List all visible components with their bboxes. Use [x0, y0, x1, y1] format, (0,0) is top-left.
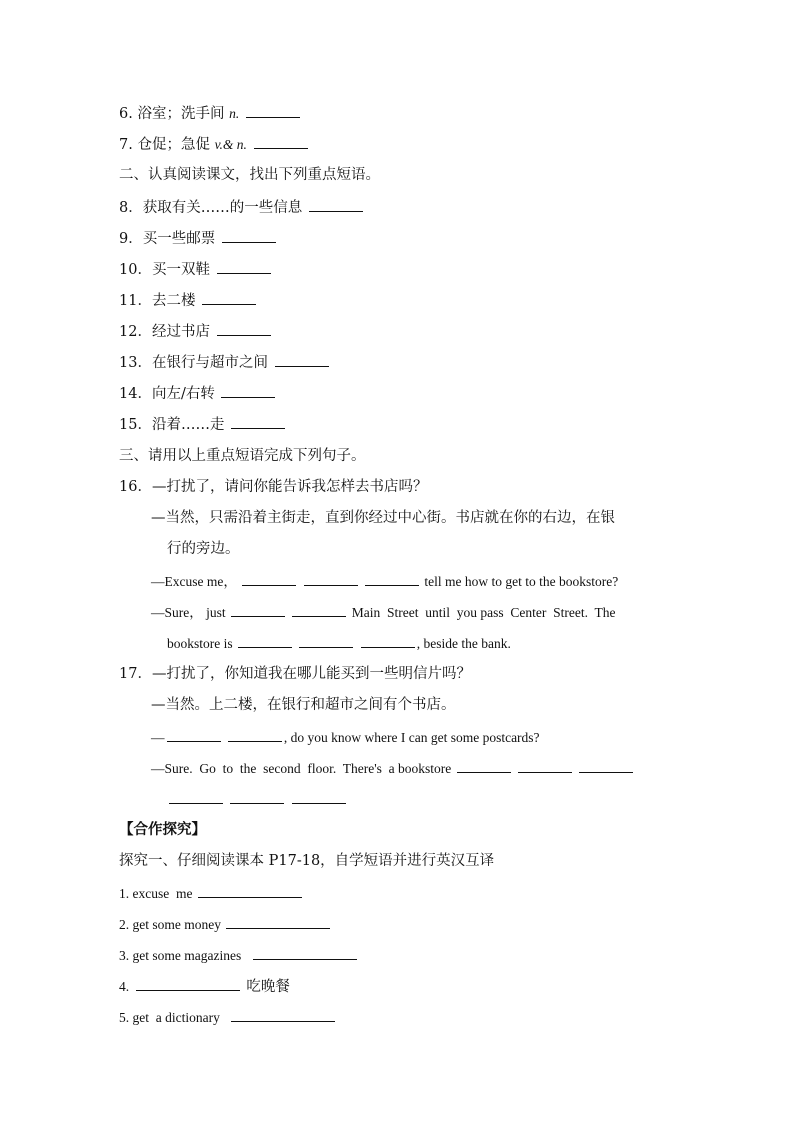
- q17-chinese-line2: —当然。上二楼，在银行和超市之间有个书店。: [151, 697, 456, 713]
- answer-blank[interactable]: [230, 789, 284, 804]
- q17-chinese-line1: —打扰了，你知道我在哪儿能买到一些明信片吗？: [151, 666, 471, 682]
- item-number: 2.: [119, 917, 130, 932]
- q16-english-line3: [167, 633, 684, 654]
- item-number: 16．: [119, 479, 152, 495]
- q16-en-text: —Excuse me，: [151, 574, 237, 589]
- item-chinese: 在银行与超市之间: [151, 355, 268, 371]
- translate-item-5: [119, 1007, 684, 1028]
- phrase-item-11: [119, 290, 684, 311]
- answer-blank[interactable]: [136, 976, 240, 991]
- item-chinese: 买一双鞋: [151, 262, 210, 278]
- item-chinese: 浴室；洗手间: [137, 106, 225, 122]
- phrase-item-15: [119, 414, 684, 435]
- answer-blank[interactable]: [231, 602, 285, 617]
- answer-blank[interactable]: [198, 883, 302, 898]
- q16-en-text: bookstore is: [167, 636, 233, 651]
- answer-blank[interactable]: [275, 352, 329, 367]
- item-chinese: 获取有关……的一些信息: [142, 200, 303, 216]
- item-chinese: 向左/右转: [151, 386, 215, 402]
- translate-item-3: [119, 945, 684, 966]
- answer-blank[interactable]: [246, 103, 300, 118]
- answer-blank[interactable]: [221, 383, 275, 398]
- item-number: 6.: [119, 106, 133, 122]
- item-chinese: 经过书店: [151, 324, 210, 340]
- cooperate-subheading: 探究一、仔细阅读课本 P17-18，自学短语并进行英汉互译: [119, 853, 495, 869]
- q16-en-text: , beside the bank.: [416, 636, 511, 651]
- answer-blank[interactable]: [292, 602, 346, 617]
- item-text: get some magazines: [132, 948, 242, 963]
- phrase-item-12: [119, 321, 684, 342]
- translate-item-1: [119, 883, 684, 904]
- item-number: 12．: [119, 324, 152, 340]
- translate-item-2: [119, 914, 684, 935]
- phrase-item-13: [119, 352, 684, 373]
- answer-blank[interactable]: [217, 259, 271, 274]
- q17-en-text: —: [151, 730, 165, 745]
- q17-en-text: , do you know where I can get some postcards?: [283, 730, 540, 745]
- section3-heading: 三、请用以上重点短语完成下列句子。: [119, 448, 366, 464]
- item-text: get a dictionary: [132, 1010, 220, 1025]
- q16-chinese-line1: —打扰了，请问你能告诉我怎样去书店吗？: [151, 479, 428, 495]
- item-text: excuse me: [132, 886, 193, 901]
- answer-blank[interactable]: [309, 197, 363, 212]
- q17-english-line2: [151, 758, 684, 779]
- answer-blank[interactable]: [292, 789, 346, 804]
- answer-blank[interactable]: [202, 290, 256, 305]
- item-number: 4.: [119, 979, 130, 994]
- translate-item-4: [119, 976, 684, 997]
- answer-blank[interactable]: [361, 633, 415, 648]
- answer-blank[interactable]: [253, 945, 357, 960]
- phrase-item-10: [119, 259, 684, 280]
- item-chinese: 买一些邮票: [142, 231, 216, 247]
- item-chinese: 仓促；急促: [137, 137, 210, 153]
- item-number: 13．: [119, 355, 152, 371]
- item-text: 吃晚餐: [246, 979, 290, 995]
- q16-en-text: —Sure， just: [151, 605, 226, 620]
- item-chinese: 去二楼: [151, 293, 196, 309]
- cooperate-heading: 【合作探究】: [119, 821, 206, 838]
- answer-blank[interactable]: [254, 134, 308, 149]
- q17-english-line3: [167, 789, 684, 810]
- phrase-item-9: [119, 228, 684, 249]
- vocab-item-6: [119, 103, 684, 124]
- item-number: 10．: [119, 262, 152, 278]
- item-number: 9．: [119, 231, 143, 247]
- q16-en-text: tell me how to get to the bookstore?: [424, 574, 619, 589]
- item-number: 3.: [119, 948, 130, 963]
- answer-blank[interactable]: [238, 633, 292, 648]
- q17-en-text: —Sure. Go to the second floor. There's a bookstore: [151, 761, 452, 776]
- q16-chinese-line2: —当然，只需沿着主街走，直到你经过中心街。书店就在你的右边，在银: [151, 510, 615, 526]
- answer-blank[interactable]: [242, 571, 296, 586]
- q16-en-text: Main Street until you pass Center Street. The: [351, 605, 616, 620]
- answer-blank[interactable]: [231, 1007, 335, 1022]
- item-number: 17．: [119, 666, 152, 682]
- answer-blank[interactable]: [365, 571, 419, 586]
- item-number: 15．: [119, 417, 152, 433]
- answer-blank[interactable]: [231, 414, 285, 429]
- answer-blank[interactable]: [167, 727, 221, 742]
- phrase-item-14: [119, 383, 684, 404]
- part-of-speech: n.: [229, 106, 240, 121]
- answer-blank[interactable]: [169, 789, 223, 804]
- answer-blank[interactable]: [217, 321, 271, 336]
- item-number: 11．: [119, 293, 152, 309]
- section2-heading: 二、认真阅读课文，找出下列重点短语。: [119, 167, 380, 183]
- part-of-speech: v.& n.: [214, 137, 247, 152]
- item-number: 5.: [119, 1010, 130, 1025]
- answer-blank[interactable]: [457, 758, 511, 773]
- answer-blank[interactable]: [299, 633, 353, 648]
- item-number: 14．: [119, 386, 152, 402]
- q16-english-line2: [151, 602, 684, 623]
- item-number: 7.: [119, 137, 133, 153]
- q16-prompt: [119, 477, 684, 497]
- q16-english-line1: [151, 571, 684, 592]
- q17-english-line1: [151, 727, 684, 748]
- item-chinese: 沿着……走: [151, 417, 225, 433]
- answer-blank[interactable]: [304, 571, 358, 586]
- vocab-item-7: [119, 134, 684, 155]
- item-number: 8．: [119, 200, 143, 216]
- answer-blank[interactable]: [226, 914, 330, 929]
- q17-prompt: [119, 664, 684, 684]
- item-text: get some money: [132, 917, 221, 932]
- phrase-item-8: [119, 197, 684, 218]
- q16-chinese-line3: 行的旁边。: [167, 541, 240, 557]
- answer-blank[interactable]: [222, 228, 276, 243]
- answer-blank[interactable]: [579, 758, 633, 773]
- answer-blank[interactable]: [228, 727, 282, 742]
- item-number: 1.: [119, 886, 130, 901]
- answer-blank[interactable]: [518, 758, 572, 773]
